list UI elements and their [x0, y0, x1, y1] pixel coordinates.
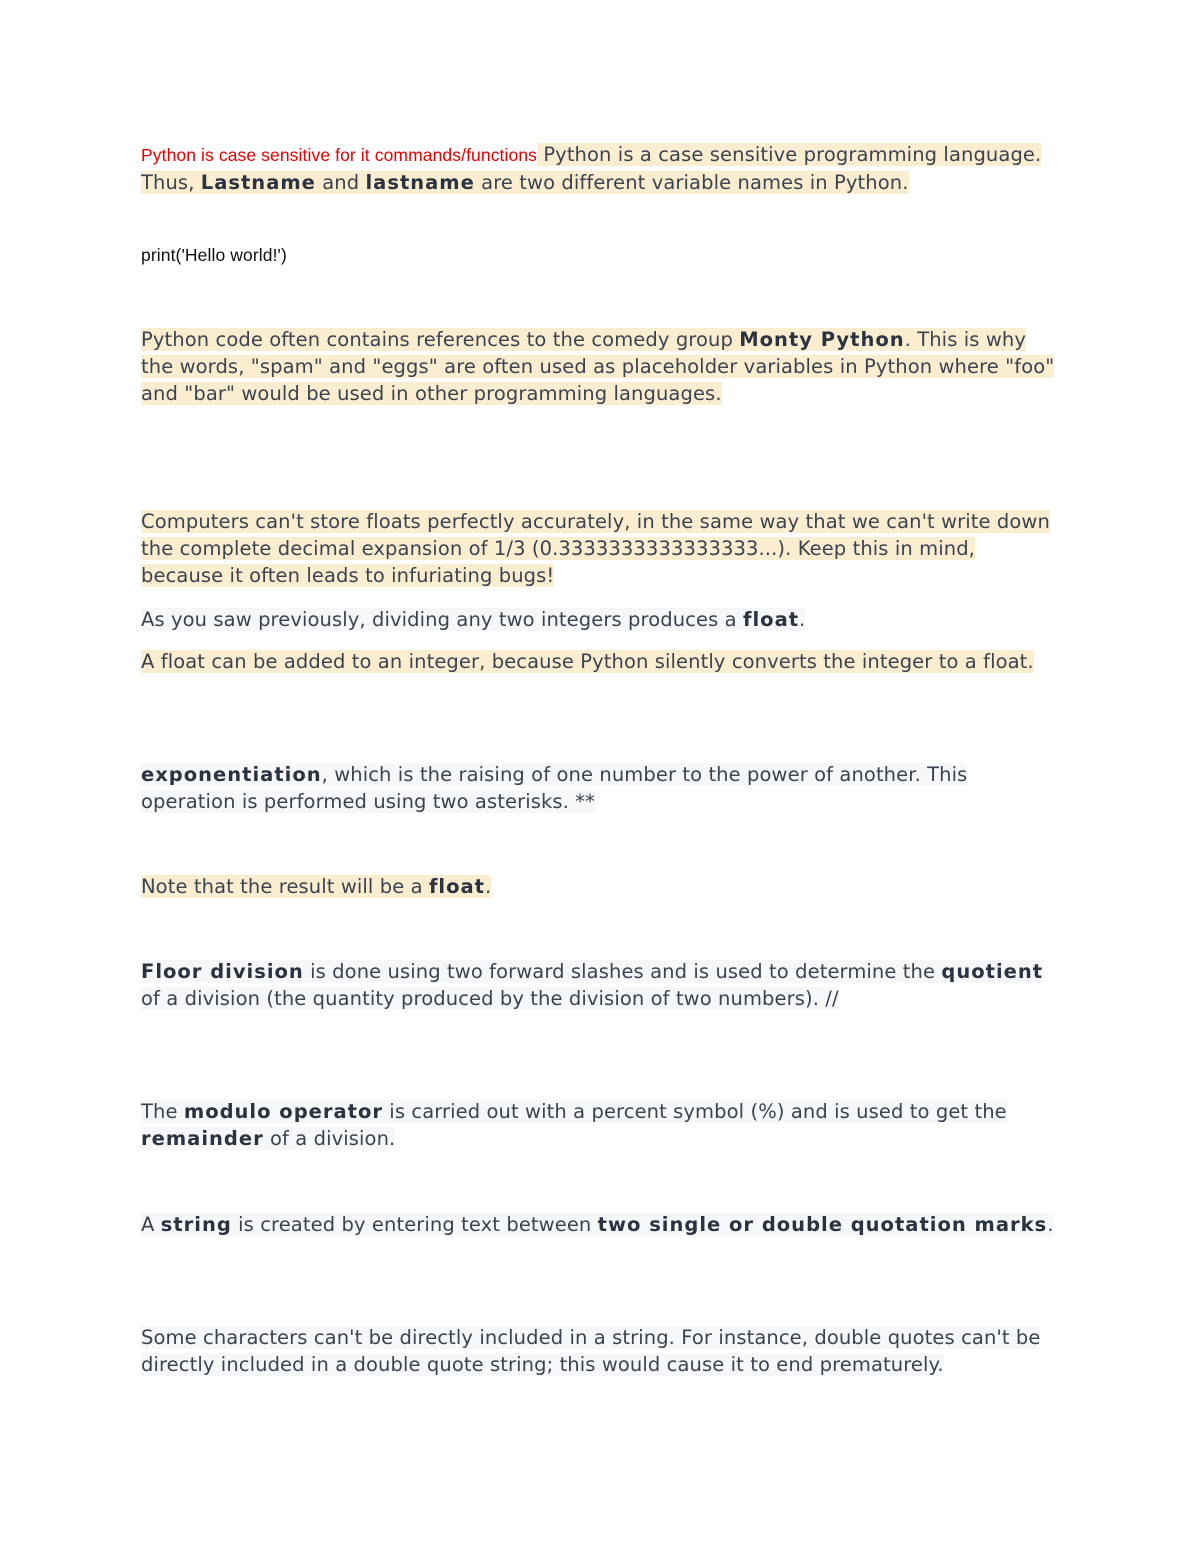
text-run: is carried out with a percent symbol (%) and is used to get the	[383, 1100, 1007, 1123]
floor-division-paragraph	[141, 958, 1061, 1012]
bold-term: modulo operator	[183, 1100, 383, 1123]
monty-python-paragraph	[141, 326, 1061, 407]
bold-term: float	[428, 875, 485, 898]
hello-world-code	[141, 241, 1061, 269]
string-paragraph	[141, 1211, 1061, 1238]
shaded-text	[141, 763, 967, 813]
text-run: A	[141, 1213, 161, 1236]
exponentiation-paragraph	[141, 761, 1061, 815]
floats-paragraph	[141, 508, 1061, 589]
bold-term: remainder	[141, 1127, 264, 1150]
bold-term: exponentiation	[141, 763, 322, 786]
highlighted-text	[141, 328, 1054, 405]
bold-term: string	[160, 1213, 232, 1236]
shaded-text	[141, 608, 805, 631]
text-run: . This is why the words, "spam" and "eggs" are often used as placeholder variables in Python where "foo" and "bar" would be used in other programming languages.	[141, 328, 1055, 405]
bold-term: Lastname	[200, 171, 316, 194]
text-run: Python code often contains references to the comedy group	[141, 328, 740, 351]
shaded-text	[141, 960, 1043, 1010]
escaping-paragraph	[141, 1324, 1061, 1378]
bold-term: Monty Python	[739, 328, 905, 351]
highlighted-text: Computers can't store floats perfectly accurately, in the same way that we can't write down the complete decimal expansion of 1/3 (0.3333333333333333...). Keep this in mind, because it often leads to infuriating bugs!	[141, 510, 1050, 587]
result-float-paragraph	[141, 873, 1061, 900]
text-run: is done using two forward slashes and is used to determine the	[303, 960, 942, 983]
division-paragraph	[141, 606, 1061, 633]
shaded-text	[141, 1213, 1054, 1236]
text-run: .	[799, 608, 806, 631]
code-line: print('Hello world!')	[141, 245, 287, 265]
bold-term: Floor division	[141, 960, 304, 983]
text-run: and	[315, 171, 366, 194]
case-sensitivity-paragraph	[141, 141, 1061, 196]
text-run: .	[1047, 1213, 1054, 1236]
shaded-text	[141, 1100, 1007, 1150]
text-run: of a division.	[263, 1127, 396, 1150]
text-run: The	[141, 1100, 184, 1123]
bold-term: lastname	[365, 171, 475, 194]
highlighted-text: A float can be added to an integer, because Python silently converts the integer to a float.	[141, 650, 1034, 673]
modulo-paragraph	[141, 1098, 1061, 1152]
text-run: are two different variable names in Python.	[474, 171, 909, 194]
bold-term: two single or double quotation marks	[597, 1213, 1048, 1236]
text-run: , which is the raising of one number to the power of another. This operation is performed using two asterisks. **	[141, 763, 968, 813]
text-run: As you saw previously, dividing any two integers produces a	[141, 608, 743, 631]
red-note: Python is case sensitive for it commands/functions	[141, 145, 538, 165]
text-run: Note that the result will be a	[141, 875, 429, 898]
highlighted-text	[141, 875, 491, 898]
bold-term: float	[743, 608, 800, 631]
shaded-text: Some characters can't be directly included in a string. For instance, double quotes can't be directly included in a double quote string; this would cause it to end prematurely.	[141, 1326, 1041, 1376]
text-run: .	[485, 875, 492, 898]
float-integer-paragraph	[141, 648, 1061, 675]
text-run: is created by entering text between	[231, 1213, 598, 1236]
text-run: Python is a case sensitive programming language. Thus,	[141, 143, 1042, 194]
bold-term: quotient	[941, 960, 1044, 983]
text-run: of a division (the quantity produced by the division of two numbers). //	[141, 987, 839, 1010]
